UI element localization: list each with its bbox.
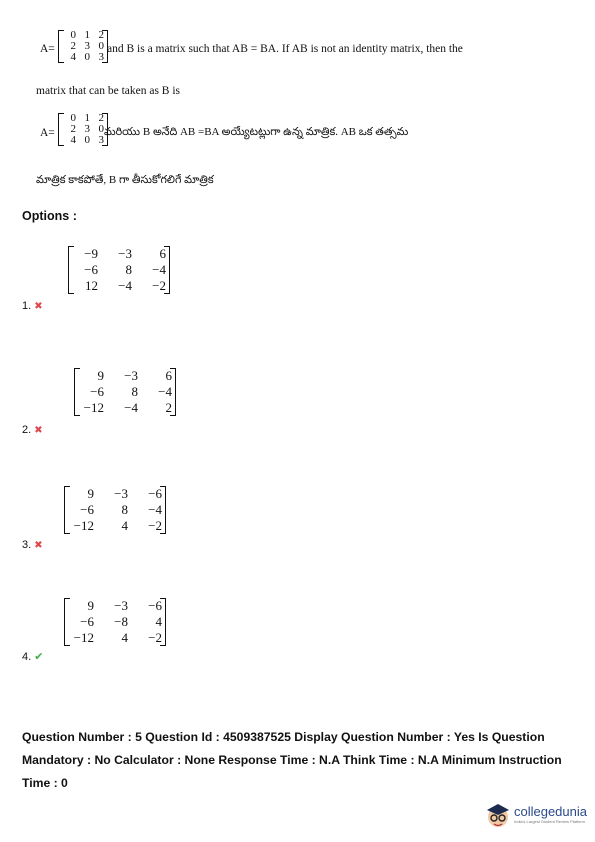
matrix-cell: 3 bbox=[84, 40, 90, 52]
matrix-cell: 8 bbox=[121, 502, 128, 517]
matrix-cell: 2 bbox=[98, 112, 104, 124]
option-4-number: 4. bbox=[22, 651, 32, 663]
matrix-cell: 6 bbox=[159, 246, 166, 261]
question-english-line1: and B is a matrix such that AB = BA. If AB is not an identity matrix, then the bbox=[107, 43, 463, 55]
matrix-cell: −3 bbox=[118, 246, 132, 261]
metadata-line-1: Question Number : 5 Question Id : 4509387525 Display Question Number : Yes Is Question bbox=[22, 730, 545, 744]
matrix-cell: −4 bbox=[158, 384, 172, 399]
matrix-cell: 9 bbox=[87, 598, 94, 613]
matrix-cell: −12 bbox=[83, 400, 104, 415]
matrix-cell: 0 bbox=[98, 123, 104, 135]
cross-icon: ✖ bbox=[34, 425, 43, 436]
cross-icon: ✖ bbox=[34, 540, 43, 551]
matrix-cell: −12 bbox=[73, 518, 94, 533]
matrix-cell: −2 bbox=[152, 278, 166, 293]
matrix-a-label-telugu: A= bbox=[40, 127, 55, 139]
option-3-matrix bbox=[64, 486, 166, 534]
matrix-cell: 4 bbox=[70, 134, 76, 146]
option-3-label[interactable] bbox=[22, 539, 43, 551]
matrix-cell: −12 bbox=[73, 630, 94, 645]
option-1-matrix bbox=[68, 246, 170, 294]
matrix-cell: −3 bbox=[124, 368, 138, 383]
question-metadata bbox=[22, 726, 582, 795]
matrix-cell: 9 bbox=[97, 368, 104, 383]
matrix-cell: 2 bbox=[70, 40, 76, 52]
matrix-cell: 0 bbox=[98, 40, 104, 52]
option-1-label[interactable] bbox=[22, 300, 43, 312]
matrix-a-label: A= bbox=[40, 43, 55, 55]
matrix-cell: 8 bbox=[125, 262, 132, 277]
matrix-cell: −4 bbox=[124, 400, 138, 415]
question-telugu-line2: మాత్రిక కాకపోతే, B గా తీసుకోగలిగే మాత్రిక bbox=[36, 174, 214, 186]
matrix-cell: 8 bbox=[131, 384, 138, 399]
check-icon: ✔ bbox=[34, 651, 44, 663]
option-3-number: 3. bbox=[22, 539, 32, 551]
matrix-cell: 4 bbox=[121, 518, 128, 533]
metadata-line-2: Mandatory : No Calculator : None Response Time : N.A Think Time : N.A Minimum Instruction bbox=[22, 753, 562, 767]
matrix-a-telugu bbox=[58, 113, 108, 146]
option-1-number: 1. bbox=[22, 300, 32, 312]
matrix-cell: 2 bbox=[165, 400, 172, 415]
matrix-cell: 1 bbox=[84, 29, 90, 41]
matrix-cell: −6 bbox=[90, 384, 104, 399]
matrix-cell: −8 bbox=[114, 614, 128, 629]
logo-mascot-icon bbox=[485, 800, 511, 830]
matrix-cell: 3 bbox=[84, 123, 90, 135]
matrix-a bbox=[58, 30, 108, 63]
matrix-cell: −4 bbox=[148, 502, 162, 517]
matrix-cell: −3 bbox=[114, 598, 128, 613]
matrix-cell: 0 bbox=[84, 51, 90, 63]
option-4-label[interactable] bbox=[22, 650, 43, 663]
matrix-cell: 4 bbox=[121, 630, 128, 645]
matrix-cell: 4 bbox=[70, 51, 76, 63]
option-2-number: 2. bbox=[22, 424, 32, 436]
matrix-cell: 3 bbox=[98, 51, 104, 63]
matrix-cell: −9 bbox=[84, 246, 98, 261]
matrix-cell: −3 bbox=[114, 486, 128, 501]
matrix-cell: 0 bbox=[70, 112, 76, 124]
option-2-matrix bbox=[74, 368, 176, 416]
matrix-cell: 1 bbox=[84, 112, 90, 124]
option-4-matrix bbox=[64, 598, 166, 646]
matrix-cell: −4 bbox=[152, 262, 166, 277]
matrix-cell: 12 bbox=[85, 278, 98, 293]
question-telugu-line1: మరియు B అనేది AB =BA అయ్యేటట్లుగా ఉన్న మాత్రిక. AB ఒక తత్సమ bbox=[104, 126, 409, 138]
options-heading: Options : bbox=[22, 209, 77, 223]
metadata-line-3: Time : 0 bbox=[22, 776, 68, 790]
logo-tagline: India's Largest Student Review Platform bbox=[513, 819, 586, 824]
matrix-cell: −6 bbox=[148, 486, 162, 501]
matrix-cell: −6 bbox=[80, 502, 94, 517]
matrix-cell: 6 bbox=[165, 368, 172, 383]
matrix-cell: −6 bbox=[84, 262, 98, 277]
matrix-cell: 3 bbox=[98, 134, 104, 146]
matrix-cell: 4 bbox=[155, 614, 162, 629]
question-english-line2: matrix that can be taken as B is bbox=[36, 85, 181, 97]
matrix-cell: 9 bbox=[87, 486, 94, 501]
collegedunia-logo bbox=[485, 800, 587, 830]
matrix-cell: −4 bbox=[118, 278, 132, 293]
question-block bbox=[0, 0, 595, 200]
matrix-cell: 2 bbox=[98, 29, 104, 41]
logo-wordmark: collegedunia bbox=[513, 804, 587, 819]
matrix-cell: −2 bbox=[148, 630, 162, 645]
matrix-cell: 0 bbox=[70, 29, 76, 41]
cross-icon: ✖ bbox=[34, 301, 43, 312]
option-2-label[interactable] bbox=[22, 424, 43, 436]
matrix-cell: 2 bbox=[70, 123, 76, 135]
matrix-cell: −6 bbox=[80, 614, 94, 629]
matrix-cell: −2 bbox=[148, 518, 162, 533]
matrix-cell: 0 bbox=[84, 134, 90, 146]
matrix-cell: −6 bbox=[148, 598, 162, 613]
